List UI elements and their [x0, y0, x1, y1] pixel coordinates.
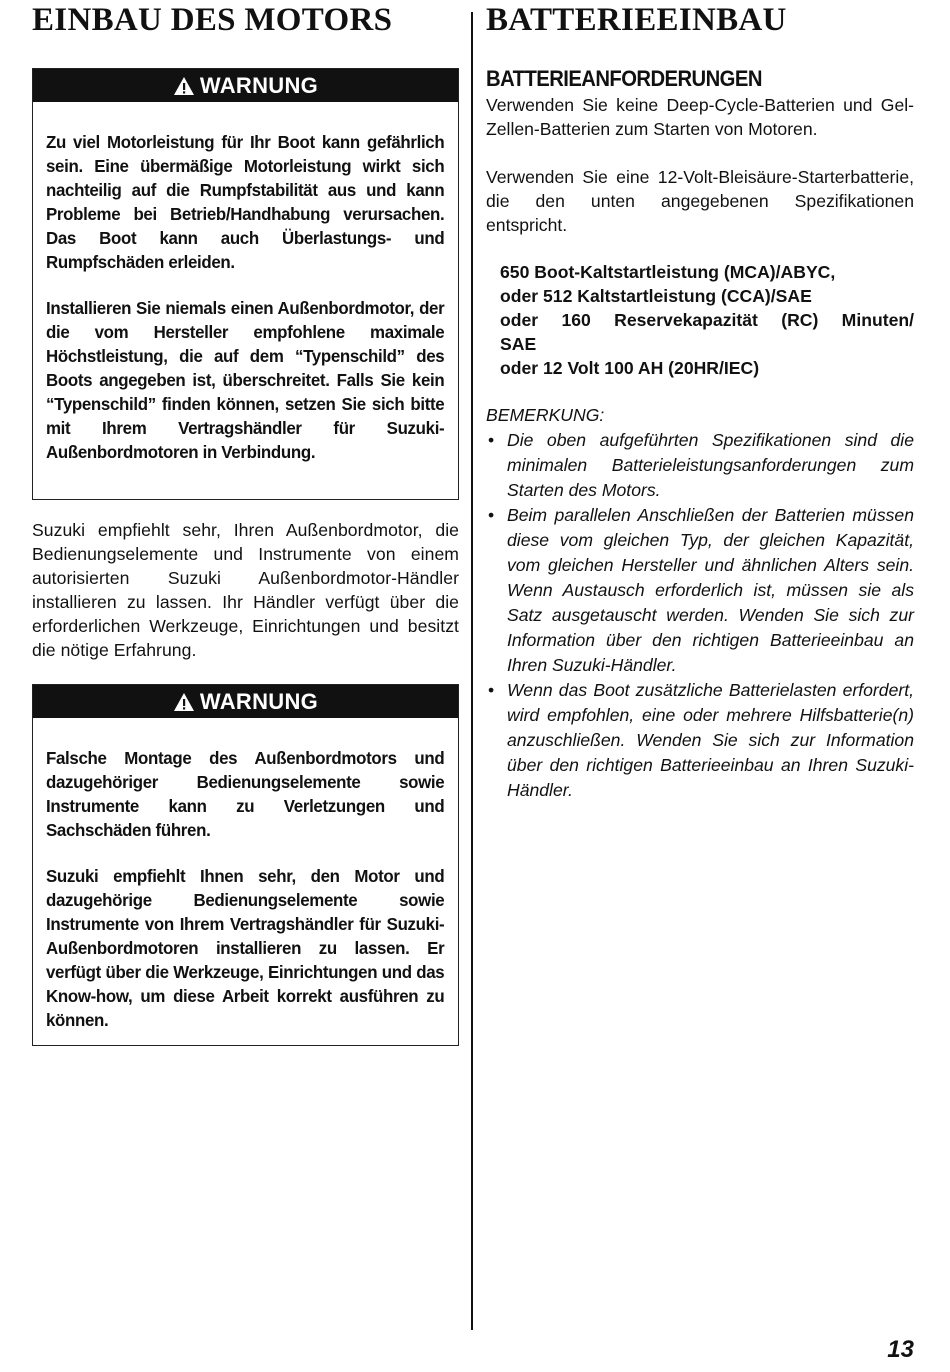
note-text: Beim parallelen Anschließen der Batterien müssen diese vom gleichen Typ, der gleichen Kapazität, vom gleichen Hersteller und ähnlichen Alters sein. Wenn Austausch erforderlich ist, müssen sie als Satz ausgetauscht werden. Wenden Sie sich zur Information über den richtigen Batterieeinbau an Ihren Suzuki-Händler.: [507, 505, 914, 675]
dealer-installation-text: Suzuki empfiehlt sehr, Ihren Außenbordmotor, die Bedienungselemente und Instrumente von einem autorisierten Suzuki Außenbordmotor-Händler installieren zu lassen. Ihr Händler verfügt über die erforderlichen Werkzeuge, Einrichtungen und besitzt die nötige Erfahrung.: [32, 520, 459, 660]
page-number: 13: [887, 1336, 914, 1363]
section-title-engine-installation: EINBAU DES MOTORS: [32, 2, 393, 38]
warning-header: [33, 69, 458, 102]
column-divider: [471, 12, 473, 1330]
list-item: [486, 678, 914, 803]
spec-line: SAE: [500, 334, 537, 354]
note-list: [486, 428, 914, 803]
warning-text: Falsche Montage des Außenbordmotors und dazugehöriger Bedienungselemente sowie Instrumente kann zu Verletzungen und Sachschäden führen.: [46, 748, 445, 840]
warning-header: [33, 685, 458, 718]
list-item: [486, 503, 914, 678]
warning-text: Suzuki empfiehlt Ihnen sehr, den Motor und dazugehörige Bedienungselemente sowie Instrumente von Ihrem Vertragshändler für Suzuki-Außenbordmotoren installieren zu lassen. Er verfügt über die Werkzeuge, Einrichtungen und das Know-how, um diese Arbeit korrekt ausführen zu können.: [46, 866, 445, 1030]
note-label: BEMERKUNG:: [486, 405, 605, 425]
battery-specification-block: [500, 260, 914, 380]
subsection-title-battery-requirements: BATTERIEANFORDERUNGEN: [486, 66, 762, 91]
spec-line: 650 Boot-Kaltstartleistung (MCA)/ABYC,: [500, 262, 836, 282]
note-text: Wenn das Boot zusätzliche Batterielasten erfordert, wird empfohlen, eine oder mehrere Hilfsbatterie(n) anzuschließen. Wenden Sie sich zur Information über den richtigen Batterieeinbau an Ihren Suzuki-Händler.: [507, 680, 914, 800]
warning-triangle-icon: [173, 692, 195, 712]
battery-spec-intro-text: Verwenden Sie eine 12-Volt-Bleisäure-Starterbatterie, die den unten angegebenen Spezifikationen entspricht.: [486, 167, 914, 235]
bullet-icon: •: [488, 505, 495, 525]
warning-box-overpower: [32, 68, 459, 500]
spec-line: oder 160 Reservekapazität (RC) Minuten/: [500, 310, 914, 330]
warning-triangle-icon: [173, 76, 195, 96]
section-title-battery-installation: BATTERIEEINBAU: [486, 2, 787, 38]
spec-line: oder 12 Volt 100 AH (20HR/IEC): [500, 358, 760, 378]
bullet-icon: •: [488, 430, 495, 450]
warning-box-installation: [32, 684, 459, 1046]
spec-line: oder 512 Kaltstartleistung (CCA)/SAE: [500, 286, 812, 306]
list-item: [486, 428, 914, 503]
warning-label: WARNUNG: [199, 72, 319, 98]
warning-text: Zu viel Motorleistung für Ihr Boot kann gefährlich sein. Eine übermäßige Motorleistung wirkt sich nachteilig auf die Rumpfstabilität aus und kann Probleme bei Betrieb/Handhabung verursachen. Das Boot kann auch Überlastungs- und Rumpfschäden erleiden.: [46, 132, 445, 272]
bullet-icon: •: [488, 680, 495, 700]
warning-label: WARNUNG: [199, 688, 319, 714]
warning-text: Installieren Sie niemals einen Außenbordmotor, der die vom Hersteller empfohlene maximale Höchstleistung, die auf dem “Typenschild” des Boots angegeben ist, überschreitet. Falls Sie kein “Typenschild” finden können, setzen Sie sich bitte mit Ihrem Vertragshändler für Suzuki-Außenbordmotoren in Verbindung.: [46, 298, 445, 462]
battery-type-text: Verwenden Sie keine Deep-Cycle-Batterien und Gel-Zellen-Batterien zum Starten von Motoren.: [486, 95, 914, 139]
note-text: Die oben aufgeführten Spezifikationen sind die minimalen Batterieleistungsanforderungen zum Starten des Motors.: [507, 430, 914, 500]
